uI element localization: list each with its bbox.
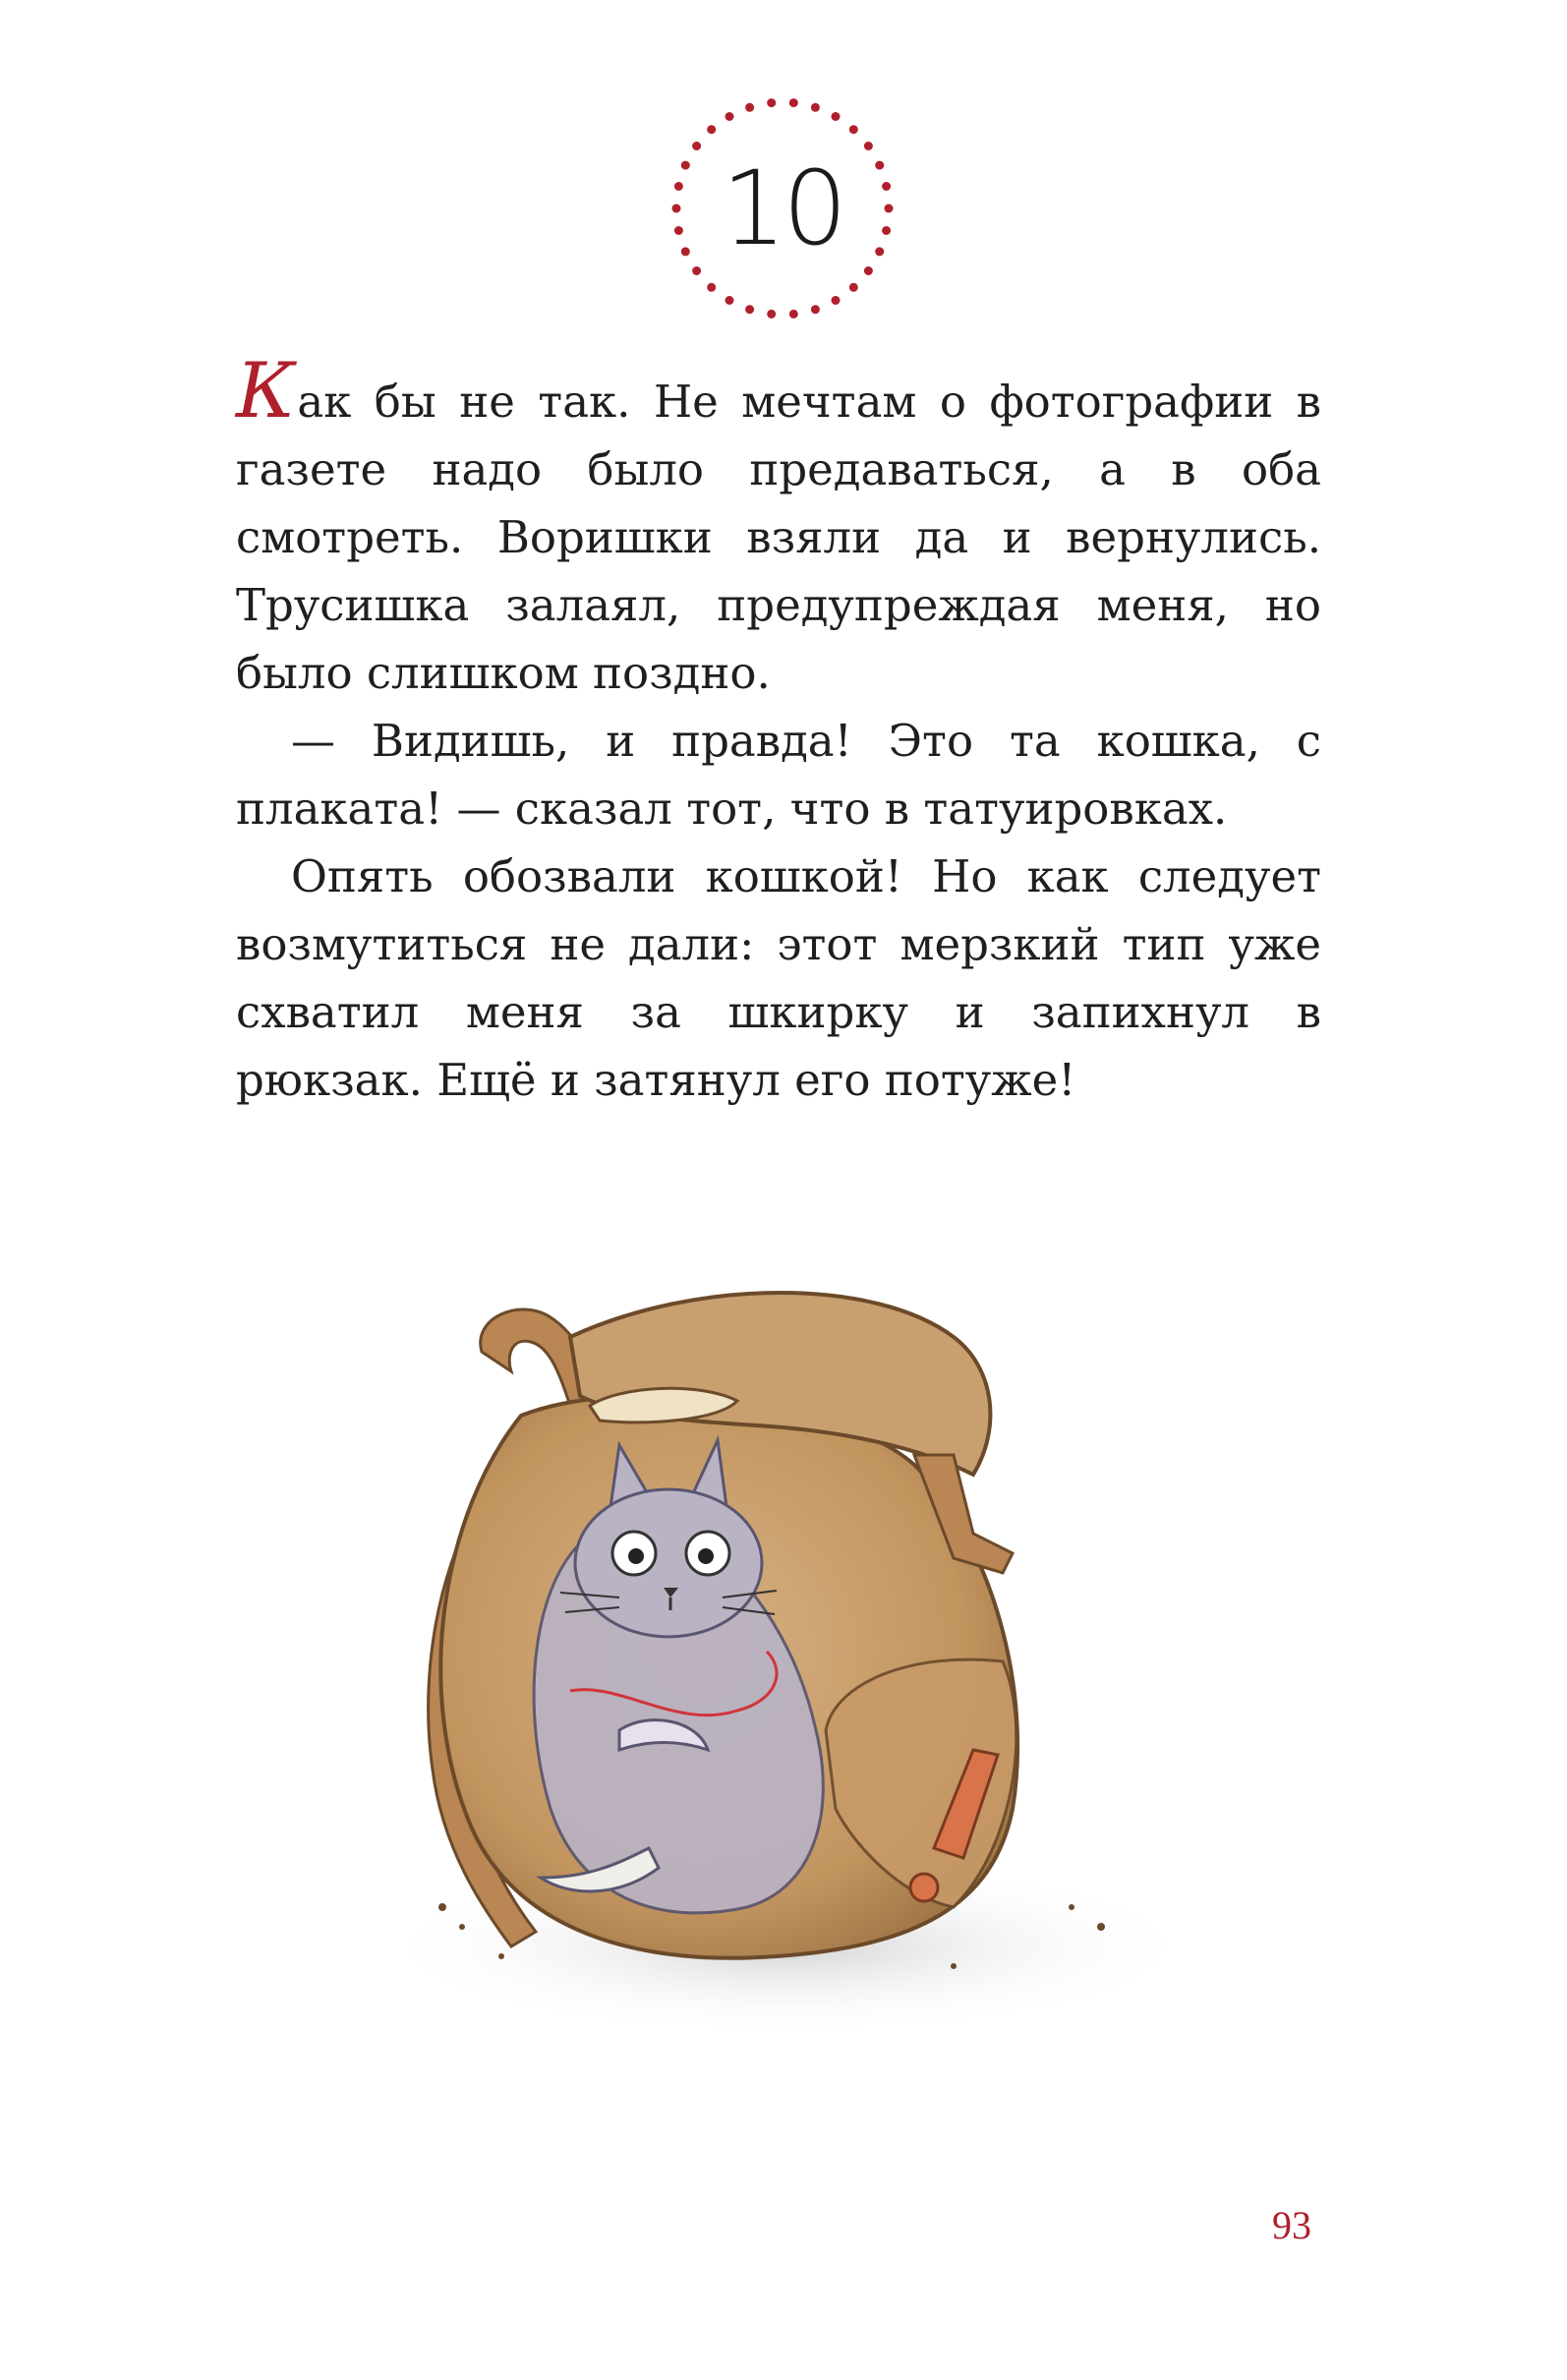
drop-cap: К [236, 347, 296, 435]
cat-in-backpack-illustration [324, 1219, 1268, 2104]
paragraph-1-text: ак бы не так. Не мечтам о фотографии в газете надо было предаваться, а в оба смотреть. Воришки взяли да и вернулись. Трусишка залаял, предупреждая меня, но было слишком поздно. [236, 376, 1321, 699]
chapter-number: 10 [721, 148, 844, 268]
paragraph-1 [236, 347, 1321, 707]
paragraph-3: Опять обозвали кошкой! Но как следует возмутиться не дали: этот мерзкий тип уже схватил меня за шкирку и запихнул в рюкзак. Ещё и затянул его потуже! [236, 850, 1321, 1106]
chapter-badge [665, 90, 900, 326]
paragraph-2: — Видишь, и правда! Это та кошка, с плаката! — сказал тот, что в татуировках. [236, 715, 1321, 835]
body-text [236, 347, 1321, 1114]
page-number: 93 [1272, 2203, 1311, 2247]
backpack-icon [324, 1219, 1268, 2104]
